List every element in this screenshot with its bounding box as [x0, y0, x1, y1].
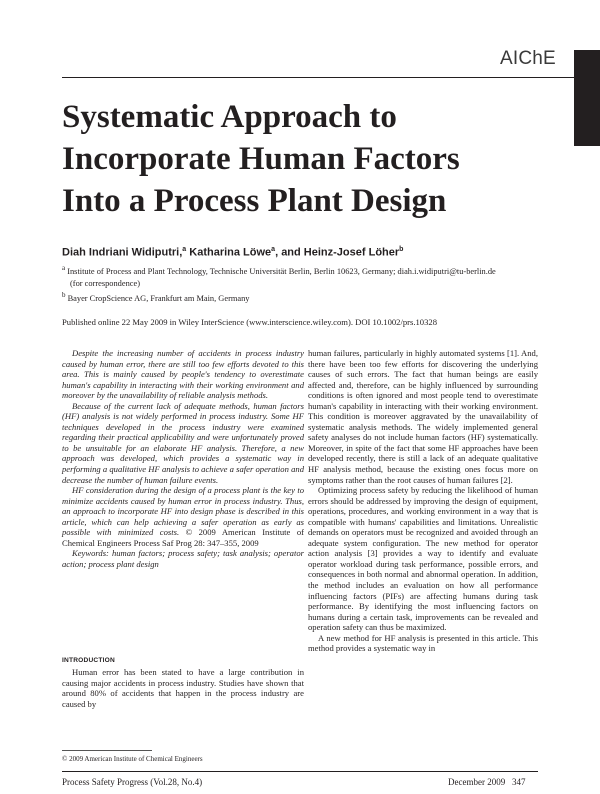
- footer-journal: Process Safety Progress (Vol.28, No.4): [62, 777, 203, 787]
- right-paragraph-3: A new method for HF analysis is presented in this article. This method provides a systematic way in: [308, 632, 538, 654]
- footnote-rule: [62, 750, 152, 751]
- affiliation-b-text: Bayer CropScience AG, Frankfurt am Main, Germany: [65, 293, 250, 303]
- abstract-paragraph-1: Despite the increasing number of accidents in process industry caused by human error, there are still too few efforts devoted to this area. This is mainly caused by people's tendency to overestimate human's capability in interacting with their working environment and moreover by the unavailability of reliable analysis methods.: [62, 348, 304, 401]
- header-rule: [62, 77, 574, 78]
- introduction-heading: INTRODUCTION: [62, 657, 115, 664]
- footer-date-page: December 2009 347: [448, 777, 526, 787]
- abstract-copyright: © 2009 American Institute of Chemical Engineers Process Saf Prog 28: 347–355, 2009: [62, 527, 305, 548]
- affiliation-a-mark: a: [62, 264, 66, 272]
- title-line-1: Systematic Approach to: [62, 99, 397, 135]
- introduction-body: [62, 667, 304, 709]
- author-1-affiliation-mark: a: [182, 246, 187, 253]
- copyright-note: © 2009 American Institute of Chemical Engineers: [62, 755, 203, 763]
- article-title: [62, 96, 542, 222]
- title-line-3: Into a Process Plant Design: [62, 183, 447, 219]
- right-paragraph-1: human failures, particularly in highly automated systems [1]. And, there have been too few efforts for discovering the underlying causes of such errors. The fact that human beings are easily affected and, therefore, can be highly influenced by surrounding conditions is often ignored and most people tend to overestimate human's capability in interacting with their working environment. This condition is moreover aggravated by the unavailability of systematic analysis methods. The widely implemented general safety analyses do not include human factors (HF) systematically. Moreover, in spite of the fact that some HF approaches have been developed recently, there is still a lack of an adequate qualitative HF analysis method, because the existing ones focus more on symptoms rather than the root causes of human failures [2].: [308, 348, 538, 485]
- affiliation-b-mark: b: [62, 291, 66, 299]
- section-tab-block: [574, 50, 600, 146]
- body-right-column: [308, 348, 538, 654]
- author-1: Diah Indriani Widiputri,: [62, 246, 183, 259]
- title-line-2: Incorporate Human Factors: [62, 141, 460, 177]
- affiliation-b: [62, 289, 249, 305]
- footer-rule: [62, 771, 538, 772]
- affiliation-a-text: Institute of Process and Plant Technology, Technische Universität Berlin, Berlin 10623, Germany; diah.i.widiputri@tu-berlin.de: [65, 266, 496, 276]
- abstract-paragraph-2: Because of the current lack of adequate methods, human factors (HF) analysis is not widely performed in process industry. Some HF techniques developed in the process industry were examined regarding their practical applicability and were unfortunately proved to be unsuitable for an elaborate HF analysis. Therefore, a new approach was developed, which provides a systematic way in performing a qualitative HF analysis to achieve a safer operation and decrease the number of human failure events.: [62, 400, 304, 485]
- author-2-affiliation-mark: a: [271, 246, 276, 253]
- abstract-paragraph-3-text: HF consideration during the design of a process plant is the key to minimize accidents caused by human error in process industry. Thus, an approach to incorporate HF into design phase is described in this article, which can help achieving a safer operation as early as possible with minimized costs.: [62, 485, 304, 538]
- abstract-paragraph-3: [62, 485, 304, 548]
- affiliation-a-note: (for correspondence): [70, 278, 140, 288]
- affiliation-a: [62, 262, 542, 290]
- author-2: Katharina Löwe: [186, 246, 272, 259]
- introduction-paragraph-1: Human error has been stated to have a large contribution in causing major accidents in process industry. Studies have shown that around 80% of accidents that happen in the process industry are caused by: [62, 667, 304, 709]
- author-3-affiliation-mark: b: [399, 246, 404, 253]
- publication-info: Published online 22 May 2009 in Wiley InterScience (www.interscience.wiley.com). DOI 10.1002/prs.10328: [62, 317, 437, 327]
- right-paragraph-2: Optimizing process safety by reducing the likelihood of human errors should be addressed by improving the design of equipment, operations, procedures, and working environment in a way that is compatible with humans' capabilities and limitations. Unrealistic demands on operators must be recognized and avoided through an adequate system configuration. The new method for operator action analysis [3] provides a way to identify and evaluate operator workload during task performance, possible errors, and consequences in both normal and abnormal operation. In addition, the method includes an evaluation on how all performance influencing factors (PIFs) are affecting humans during task performance. By identifying the most influencing factors on humans during a certain task, improvements can be revealed and operation safety can thus be maximized.: [308, 485, 538, 633]
- journal-logo: AIChE: [500, 48, 556, 69]
- author-list: [62, 246, 403, 259]
- author-3: , and Heinz-Josef Löher: [275, 246, 400, 259]
- abstract: [62, 348, 304, 569]
- abstract-keywords: Keywords: human factors; process safety; task analysis; operator action; process plant design: [62, 548, 304, 569]
